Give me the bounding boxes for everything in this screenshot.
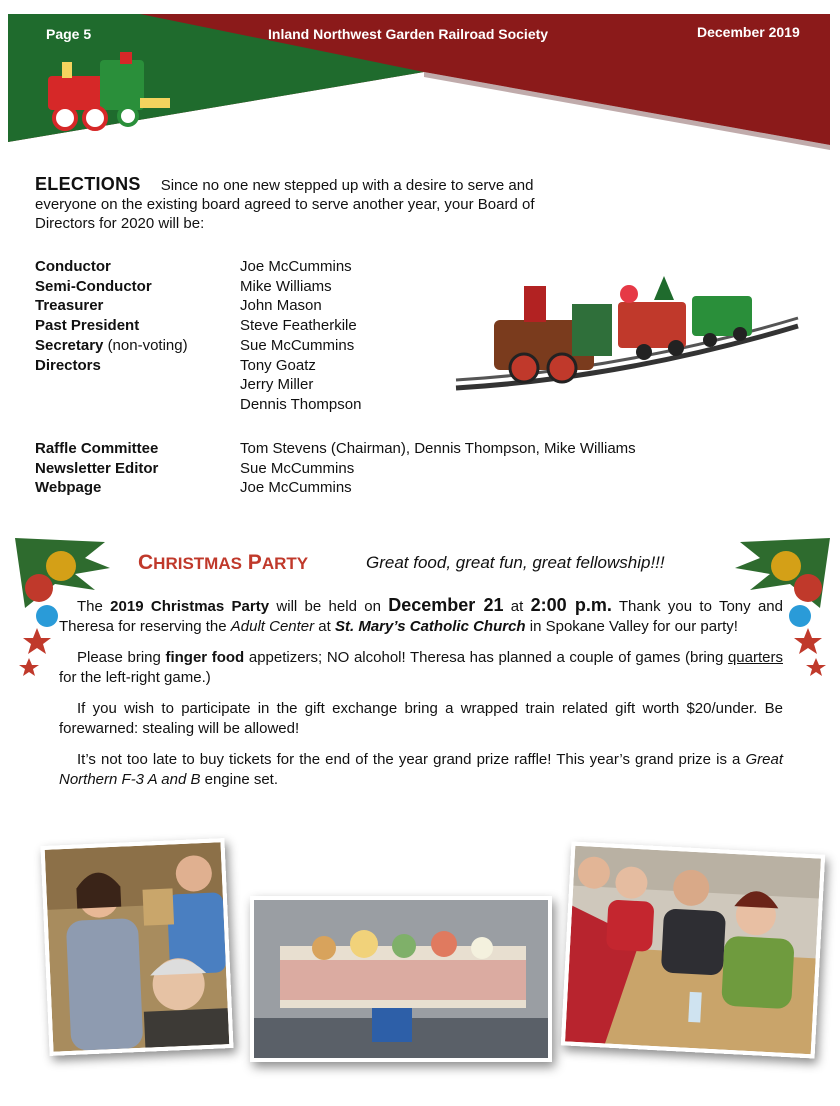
christmas-train-image: [454, 260, 800, 396]
elections-heading: ELECTIONS: [35, 174, 141, 194]
board-row: [35, 395, 361, 415]
page-number: Page 5: [46, 26, 92, 42]
committee-list: [35, 439, 636, 498]
board-role: Conductor: [35, 258, 111, 275]
party-paragraph: If you wish to participate in the gift exchange bring a wrapped train related gift worth $20/under. Be forewarned: stealing will be allowed!: [59, 700, 783, 737]
society-name: Inland Northwest Garden Railroad Society: [268, 26, 549, 42]
issue-date: December 2019: [697, 24, 800, 40]
committee-row: [35, 478, 636, 498]
elections-section: [35, 175, 575, 233]
party-photo-game-table: [561, 841, 825, 1058]
board-row: [35, 296, 361, 316]
board-person: Sue McCummins: [240, 336, 355, 354]
christmas-party-heading: CHRISTMAS PARTY: [138, 551, 309, 574]
board-person: Mike Williams: [240, 277, 332, 295]
train-illustration-icon: [454, 260, 800, 396]
board-row: [35, 375, 361, 395]
board-role: Directors: [35, 356, 101, 374]
party-paragraph: It’s not too late to buy tickets for the end of the year grand prize raffle! This year’s grand prize is a Great Northern F-3 A and B engine set.: [59, 751, 783, 788]
committee-row: [35, 439, 636, 459]
board-person: Joe McCummins: [240, 258, 352, 275]
board-role: [35, 375, 240, 395]
board-person: Steve Featherkile: [240, 317, 357, 335]
party-paragraph: The 2019 Christmas Party will be held on December 21 at 2:00 p.m. Thank you to Tony and Theresa for reserving the Adult Center at St. Mary’s Catholic Church in Spokane Valley for our party!: [59, 595, 783, 635]
committee-role: Webpage: [35, 479, 102, 497]
board-person: Dennis Thompson: [240, 395, 362, 413]
board-person: John Mason: [240, 297, 322, 315]
committee-row: [35, 459, 636, 479]
party-photo-people: [41, 838, 234, 1056]
board-person: Jerry Miller: [240, 376, 314, 394]
board-row: [35, 336, 361, 356]
board-person: Tony Goatz: [240, 356, 316, 374]
party-photo-food-table: [250, 896, 552, 1062]
board-row: [35, 277, 361, 297]
board-role: [35, 395, 240, 415]
committee-role: Newsletter Editor: [35, 459, 159, 477]
party-details: [59, 596, 783, 801]
header-banner: [0, 0, 840, 160]
committee-person: Tom Stevens (Chairman), Dennis Thompson, Mike Williams: [240, 440, 636, 457]
committee-person: Joe McCummins: [240, 479, 352, 497]
board-row: [35, 257, 361, 277]
board-role: Semi-Conductor: [35, 277, 152, 295]
party-paragraph: Please bring finger food appetizers; NO alcohol! Theresa has planned a couple of games (bring quarters for the left-right game.): [59, 649, 783, 686]
party-tagline: Great food, great fun, great fellowship!!!: [366, 553, 665, 572]
board-role: Secretary (non-voting): [35, 336, 188, 354]
committee-role: Raffle Committee: [35, 440, 159, 457]
board-row: [35, 316, 361, 336]
committee-person: Sue McCummins: [240, 459, 355, 477]
elections-intro: Since no one new stepped up with a desire to serve and everyone on the existing board agreed to serve another year, your Board of Directors for 2020 will be:: [35, 177, 535, 232]
board-role: Past President: [35, 317, 140, 335]
board-role: Treasurer: [35, 297, 104, 315]
board-of-directors-list: [35, 257, 361, 415]
board-role-note: (non-voting): [107, 336, 188, 354]
board-row: [35, 356, 361, 376]
